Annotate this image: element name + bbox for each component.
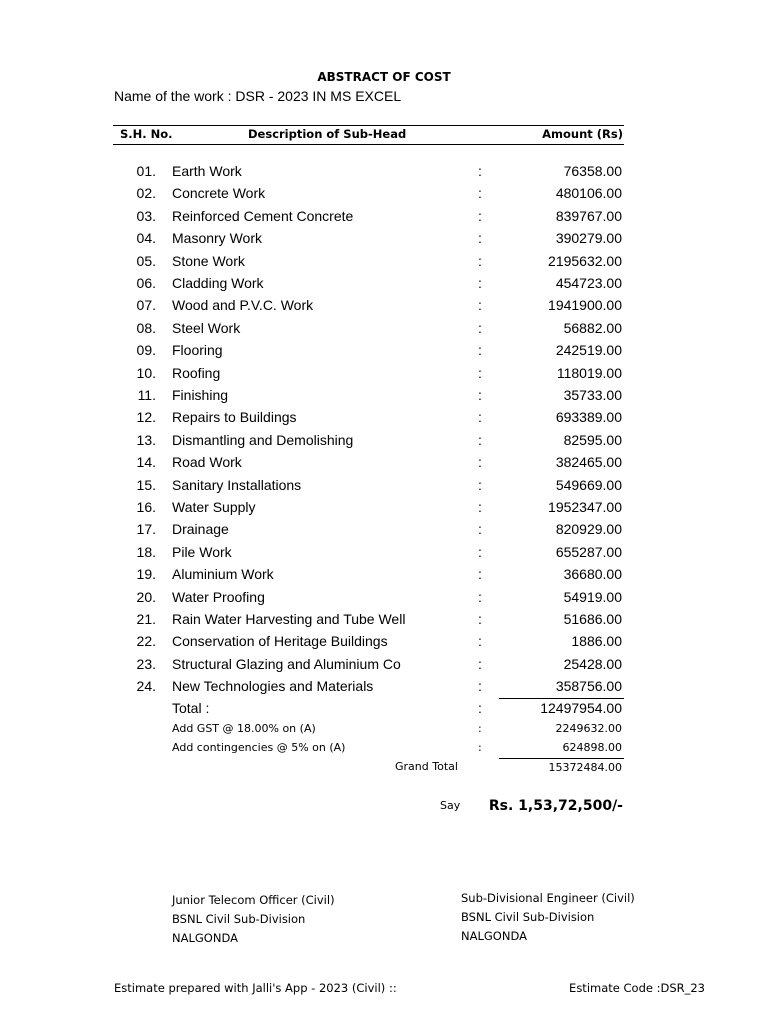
item-row: [0, 566, 768, 588]
item-colon: :: [478, 252, 482, 269]
item-row: [0, 387, 768, 409]
item-amount: 118019.00: [556, 364, 622, 381]
item-number: 24.: [136, 678, 156, 695]
header-sh-no: S.H. No.: [120, 127, 173, 141]
item-number: 03.: [136, 207, 156, 224]
item-row: [0, 544, 768, 566]
item-amount: 1941900.00: [548, 297, 622, 314]
item-description: Road Work: [172, 454, 242, 471]
item-description: Flooring: [172, 342, 223, 359]
grand-total-label: Grand Total: [395, 760, 458, 773]
item-description: Pile Work: [172, 543, 232, 560]
item-row: [0, 521, 768, 543]
total-row: [0, 700, 768, 722]
item-row: [0, 409, 768, 431]
item-number: 20.: [136, 588, 156, 605]
item-description: Reinforced Cement Concrete: [172, 207, 354, 224]
item-amount: 82595.00: [563, 431, 622, 448]
item-number: 13.: [136, 431, 156, 448]
item-colon: :: [478, 207, 482, 224]
item-description: Rain Water Harvesting and Tube Well: [172, 611, 406, 627]
item-description: Stone Work: [172, 252, 245, 269]
item-description: Dismantling and Demolishing: [172, 431, 354, 448]
signature-left: [172, 891, 335, 948]
signature-left-line1: Junior Telecom Officer (Civil): [172, 893, 335, 907]
item-number: 09.: [136, 342, 156, 359]
item-row: [0, 611, 768, 633]
item-row: [0, 275, 768, 297]
header-description: Description of Sub-Head: [248, 127, 407, 141]
item-colon: :: [478, 588, 482, 605]
item-amount: 242519.00: [555, 342, 622, 359]
item-row: [0, 185, 768, 207]
item-number: 23.: [136, 655, 156, 672]
signature-right-line1: Sub-Divisional Engineer (Civil): [461, 891, 635, 905]
item-amount: 820929.00: [555, 521, 622, 538]
item-amount: 54919.00: [563, 588, 622, 605]
item-amount: 358756.00: [555, 678, 622, 695]
header-bottom-rule: [113, 144, 624, 145]
gst-label: Add GST @ 18.00% on (A): [172, 722, 316, 735]
item-amount: 35733.00: [563, 387, 622, 403]
item-description: Structural Glazing and Aluminium Co: [172, 655, 401, 672]
item-number: 02.: [136, 185, 156, 202]
item-number: 04.: [136, 230, 156, 247]
item-row: [0, 342, 768, 364]
item-colon: :: [478, 230, 482, 247]
total-amount: 12497954.00: [540, 700, 622, 716]
item-row: [0, 477, 768, 499]
gst-amount: 2249632.00: [555, 722, 622, 735]
item-row: [0, 230, 768, 252]
item-colon: :: [478, 655, 482, 672]
item-description: Sanitary Installations: [172, 476, 302, 493]
item-description: New Technologies and Materials: [172, 678, 374, 695]
item-colon: :: [478, 678, 482, 695]
footer-right: Estimate Code :DSR_23: [569, 981, 705, 995]
item-amount: 480106.00: [555, 185, 622, 202]
item-description: Aluminium Work: [172, 566, 274, 583]
item-number: 10.: [136, 364, 156, 381]
item-row: [0, 365, 768, 387]
item-description: Conservation of Heritage Buildings: [172, 633, 388, 650]
footer-left: Estimate prepared with Jalli's App - 2023 (Civil) ::: [114, 981, 397, 995]
item-colon: :: [478, 409, 482, 426]
document-title: ABSTRACT OF COST: [317, 70, 451, 84]
item-row: [0, 589, 768, 611]
header-amount: Amount (Rs): [542, 127, 623, 141]
item-number: 01.: [136, 163, 156, 179]
item-amount: 2195632.00: [548, 252, 622, 269]
item-row: [0, 499, 768, 521]
item-description: Drainage: [172, 521, 229, 538]
item-number: 05.: [136, 252, 156, 269]
grand-total-amount: 15372484.00: [548, 761, 622, 774]
item-row: [0, 253, 768, 275]
gst-colon: :: [478, 722, 482, 735]
item-amount: 839767.00: [555, 207, 622, 224]
item-description: Earth Work: [172, 163, 242, 179]
item-row: [0, 297, 768, 319]
item-colon: :: [478, 185, 482, 202]
item-colon: :: [478, 499, 482, 515]
item-colon: :: [478, 454, 482, 471]
item-row: [0, 678, 768, 700]
item-number: 21.: [136, 611, 156, 627]
item-colon: :: [478, 431, 482, 448]
header-top-rule: [113, 125, 624, 126]
item-number: 22.: [136, 633, 156, 650]
item-colon: :: [478, 342, 482, 359]
item-colon: :: [478, 297, 482, 314]
contingencies-colon: :: [478, 741, 482, 754]
item-number: 15.: [136, 476, 156, 493]
item-row: [0, 454, 768, 476]
item-amount: 390279.00: [555, 230, 622, 247]
item-description: Concrete Work: [172, 185, 266, 202]
item-description: Cladding Work: [172, 275, 264, 291]
item-amount: 693389.00: [555, 409, 622, 426]
item-amount: 76358.00: [563, 163, 622, 179]
item-number: 07.: [136, 297, 156, 314]
item-colon: :: [478, 633, 482, 650]
signature-right-line2: BSNL Civil Sub-Division: [461, 910, 595, 924]
item-colon: :: [478, 566, 482, 583]
item-colon: :: [478, 521, 482, 538]
item-description: Water Supply: [172, 499, 256, 515]
work-name: Name of the work : DSR - 2023 IN MS EXCEL: [114, 88, 402, 104]
item-number: 06.: [136, 275, 156, 291]
item-row: [0, 656, 768, 678]
say-label: Say: [440, 799, 461, 812]
signature-right: [461, 889, 635, 946]
item-amount: 36680.00: [563, 566, 622, 583]
item-description: Wood and P.V.C. Work: [172, 297, 314, 314]
item-description: Masonry Work: [172, 230, 262, 247]
signature-left-line2: BSNL Civil Sub-Division: [172, 912, 306, 926]
item-number: 08.: [136, 319, 156, 336]
item-description: Steel Work: [172, 319, 241, 336]
item-amount: 56882.00: [563, 319, 622, 336]
item-number: 17.: [136, 521, 156, 538]
item-colon: :: [478, 163, 482, 179]
item-colon: :: [478, 387, 482, 403]
item-colon: :: [478, 611, 482, 627]
item-amount: 25428.00: [563, 655, 622, 672]
item-row: [0, 163, 768, 185]
item-colon: :: [478, 476, 482, 493]
item-colon: :: [478, 364, 482, 381]
item-row: [0, 208, 768, 230]
item-description: Finishing: [172, 387, 229, 403]
contingencies-label: Add contingencies @ 5% on (A): [172, 741, 346, 754]
signature-right-line3: NALGONDA: [461, 929, 527, 943]
total-label: Total :: [172, 700, 210, 716]
item-colon: :: [478, 543, 482, 560]
item-row: [0, 633, 768, 655]
item-number: 16.: [136, 499, 156, 515]
total-rule: [499, 698, 624, 699]
item-number: 12.: [136, 409, 156, 426]
contingencies-amount: 624898.00: [562, 741, 622, 754]
item-amount: 51686.00: [563, 611, 622, 627]
item-description: Water Proofing: [172, 588, 265, 605]
item-number: 11.: [137, 387, 156, 403]
item-number: 19.: [136, 566, 156, 583]
item-amount: 1952347.00: [548, 499, 622, 515]
grand-total-rule: [499, 758, 624, 759]
signature-left-line3: NALGONDA: [172, 931, 238, 945]
item-colon: :: [478, 319, 482, 336]
item-amount: 1886.00: [571, 633, 622, 650]
item-amount: 454723.00: [555, 275, 622, 291]
contingencies-row: [0, 741, 768, 763]
total-colon: :: [478, 700, 482, 716]
item-description: Roofing: [172, 364, 221, 381]
item-amount: 549669.00: [555, 476, 622, 493]
item-row: [0, 432, 768, 454]
item-amount: 382465.00: [555, 454, 622, 471]
item-description: Repairs to Buildings: [172, 409, 297, 426]
item-number: 14.: [136, 454, 156, 471]
item-row: [0, 320, 768, 342]
say-amount: Rs. 1,53,72,500/-: [488, 798, 623, 814]
item-colon: :: [478, 275, 482, 291]
item-number: 18.: [136, 543, 156, 560]
item-amount: 655287.00: [555, 543, 622, 560]
